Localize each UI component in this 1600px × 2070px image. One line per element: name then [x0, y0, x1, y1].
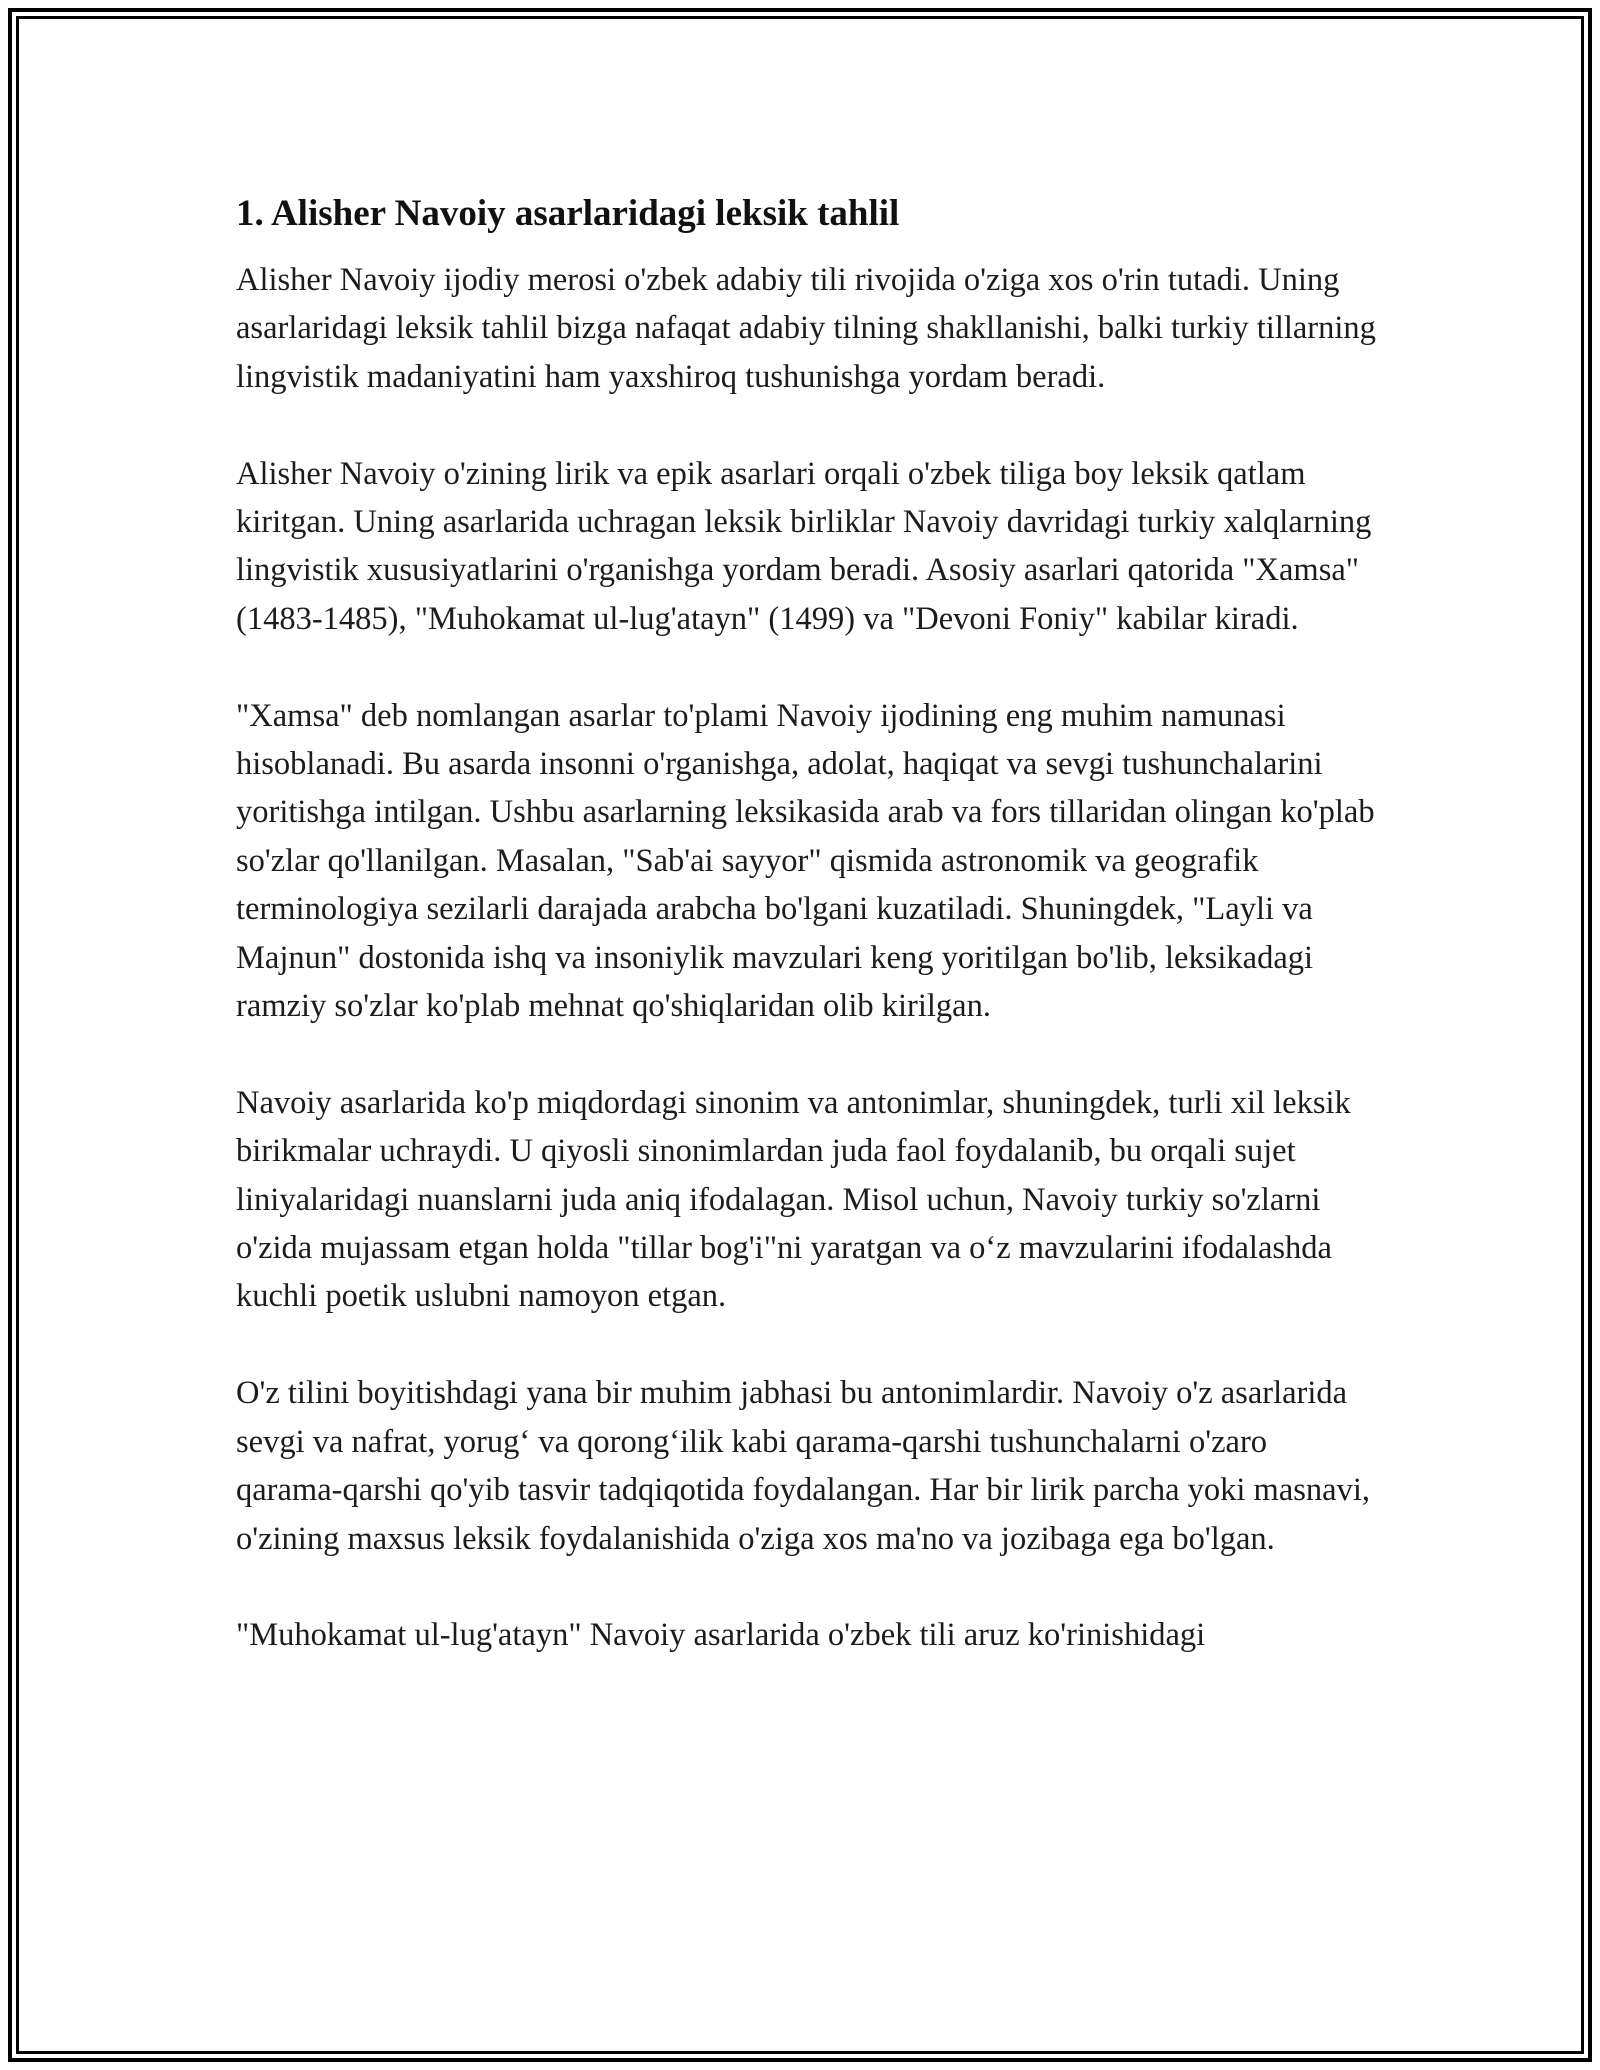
- paragraph-xamsa: "Xamsa" deb nomlangan asarlar to'plami Navoiy ijodining eng muhim namunasi hisoblanadi. Bu asarda insonni o'rganishga, adolat, haqiqat va sevgi tushunchalarini yoritishga intilgan. Ushbu asarlarning leksikasida arab va fors tillaridan olingan ko'plab so'zlar qo'llanilgan. Masalan, "Sab'ai sayyor" qismida astronomik va geografik terminologiya sezilarli darajada arabcha bo'lgani kuzatiladi. Shuningdek, "Layli va Majnun" dostonida ishq va insoniylik mavzulari keng yoritilgan bo'lib, leksikadagi ramziy so'zlar ko'plab mehnat qo'shiqlaridan olib kirilgan.: [236, 697, 1375, 1025]
- section-heading: 1. Alisher Navoiy asarlaridagi leksik tahlil: [236, 193, 900, 234]
- document-body: [236, 188, 1376, 1708]
- paragraph-intro: Alisher Navoiy ijodiy merosi o'zbek adabiy tili rivojida o'ziga xos o'rin tutadi. Uning asarlaridagi leksik tahlil bizga nafaqat adabiy tilning shakllanishi, balki turkiy tillarning lingvistik madaniyatini ham yaxshiroq tushunishga yordam beradi.: [236, 262, 1376, 395]
- paragraph-lexical-layer: Alisher Navoiy o'zining lirik va epik asarlari orqali o'zbek tiliga boy leksik qatlam kiritgan. Uning asarlarida uchragan leksik birliklar Navoiy davridagi turkiy xalqlarning lingvistik xususiyatlarini o'rganishga yordam beradi. Asosiy asarlari qatorida "Xamsa" (1483-1485), "Muhokamat ul-lug'atayn" (1499) va "Devoni Foniy" kabilar kiradi.: [236, 455, 1372, 637]
- paragraph-synonyms: Navoiy asarlarida ko'p miqdordagi sinonim va antonimlar, shuningdek, turli xil leksik birikmalar uchraydi. U qiyosli sinonimlardan juda faol foydalanib, bu orqali sujet liniyalaridagi nuanslarni juda aniq ifodalagan. Misol uchun, Navoiy turkiy so'zlarni o'zida mujassam etgan holda "tillar bog'i"ni yaratgan va o‘z mavzularini ifodalashda kuchli poetik uslubni namoyon etgan.: [236, 1084, 1351, 1315]
- paragraph-muhokamat: "Muhokamat ul-lug'atayn" Navoiy asarlarida o'zbek tili aruz ko'rinishidagi: [236, 1617, 1206, 1654]
- paragraph-antonyms: O'z tilini boyitishdagi yana bir muhim jabhasi bu antonimlardir. Navoiy o'z asarlarida sevgi va nafrat, yorug‘ va qorong‘ilik kabi qarama-qarshi tushunchalarni o'zaro qarama-qarshi qo'yib tasvir tadqiqotida foydalangan. Har bir lirik parcha yoki masnavi, o'zining maxsus leksik foydalanishida o'ziga xos ma'no va jozibaga ega bo'lgan.: [236, 1375, 1370, 1557]
